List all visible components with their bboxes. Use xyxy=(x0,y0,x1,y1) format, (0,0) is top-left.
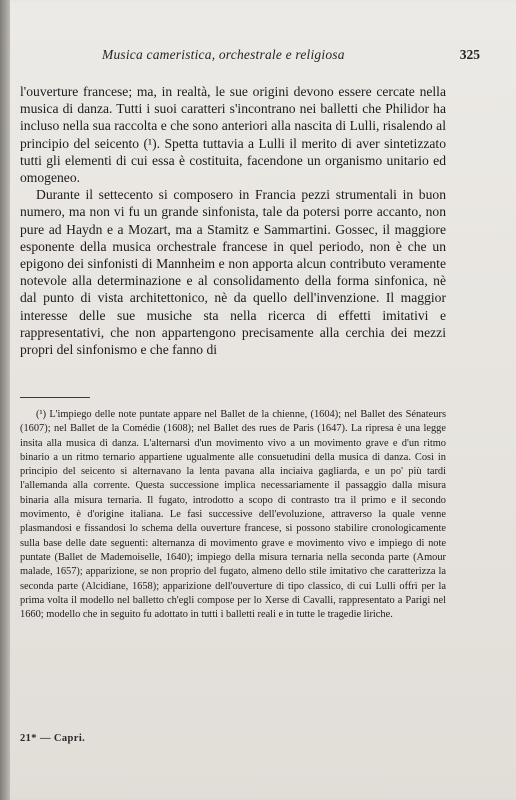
footnote: (¹) L'impiego delle note puntate appare nel Ballet de la chienne, (1604); nel Ballet des Sénateurs (1607); nel Ballet de la Comédie (1608); nel Ballet des rues de Paris (1647). La ripresa è una legge insita alla musica di danza. L'alternarsi d'un movimento vivo a un movimento grave e d'un ritmo binario a un ritmo ternario appartiene ugualmente alle consuetudini della musica di danza. Così in principio del seicento si alternavano la lenta pavana alla inciaiva gagliarda, e un po' più tardi l'allemanda alla corrente. Questa successione implica necessariamente il passaggio dalla misura binaria alla misura ternaria. Il fugato, introdotto a scopo di contrasto tra il primo e il secondo movimento, è d'origine italiana. Le fasi successive dell'evoluzione, attraverso la quale venne plasmandosi e fissandosi lo schema della ouverture francese, si possono stabilire cronologicamente sulla base delle date seguenti: alternanza di movimento grave e movimento vivo e impiego di note puntate (Ballet de Mademoiselle, 1640); impiego della misura ternaria nella seconda parte (Amour malade, 1657); apparizione, se non proprio del fugato, almeno dello stile imitativo che caratterizza la seconda parte (Alcidiane, 1658); apparizione dell'ouverture di tipo classico, di cui Lulli offrì per la prima volta il modello nel balletto ch'egli compose per lo Xerse di Cavalli, rappresentato a Parigi nel 1660; modello che in seguito fu adottato in tutti i balletti reali e in tutte le tragedie liriche. xyxy=(20,409,446,621)
footnote-divider xyxy=(20,397,90,398)
printer-signature: 21* — Capri. xyxy=(20,733,86,744)
page-number: 325 xyxy=(459,47,480,62)
paragraph: l'ouverture francese; ma, in realtà, le sue origini devono essere cercate nella musica di danza. Tutti i suoi caratteri s'incontrano nei balletti che Philidor ha incluso nella sua raccolta e che sono anteriori alla nascita di Lulli, risalendo al principio del seicento (¹). Spetta tuttavia a Lulli il merito di aver sintetizzato tutti gli elementi di cui essa è costituita, facendone un organismo unitario ed omogeneo. xyxy=(20,84,446,186)
paragraph: Durante il settecento si composero in Francia pezzi strumentali in buon numero, ma non vi fu un grande sinfonista, tale da potersi porre accanto, non pure ad Haydn e a Mozart, ma a Stamitz e Sammartini. Gossec, il maggiore esponente della musica orchestrale francese in quel periodo, non è che un epigono dei sinfonisti di Mannheim e non apporta alcun contributo veramente notevole alla determinazione e al consolidamento della forma sinfonica, nè dal punto di vista architettonico, nè da quello dell'invenzione. Il maggior interesse delle sue musiche sta nella ricerca di effetti imitativi e rappresentativi, che non appartengono precisamente alla cerchia dei mezzi propri del sinfonismo e che fanno di xyxy=(20,187,446,358)
running-header xyxy=(20,47,480,67)
running-title: Musica cameristica, orchestrale e religiosa xyxy=(102,47,345,62)
binding-gutter xyxy=(0,0,10,800)
body-text xyxy=(20,83,446,358)
